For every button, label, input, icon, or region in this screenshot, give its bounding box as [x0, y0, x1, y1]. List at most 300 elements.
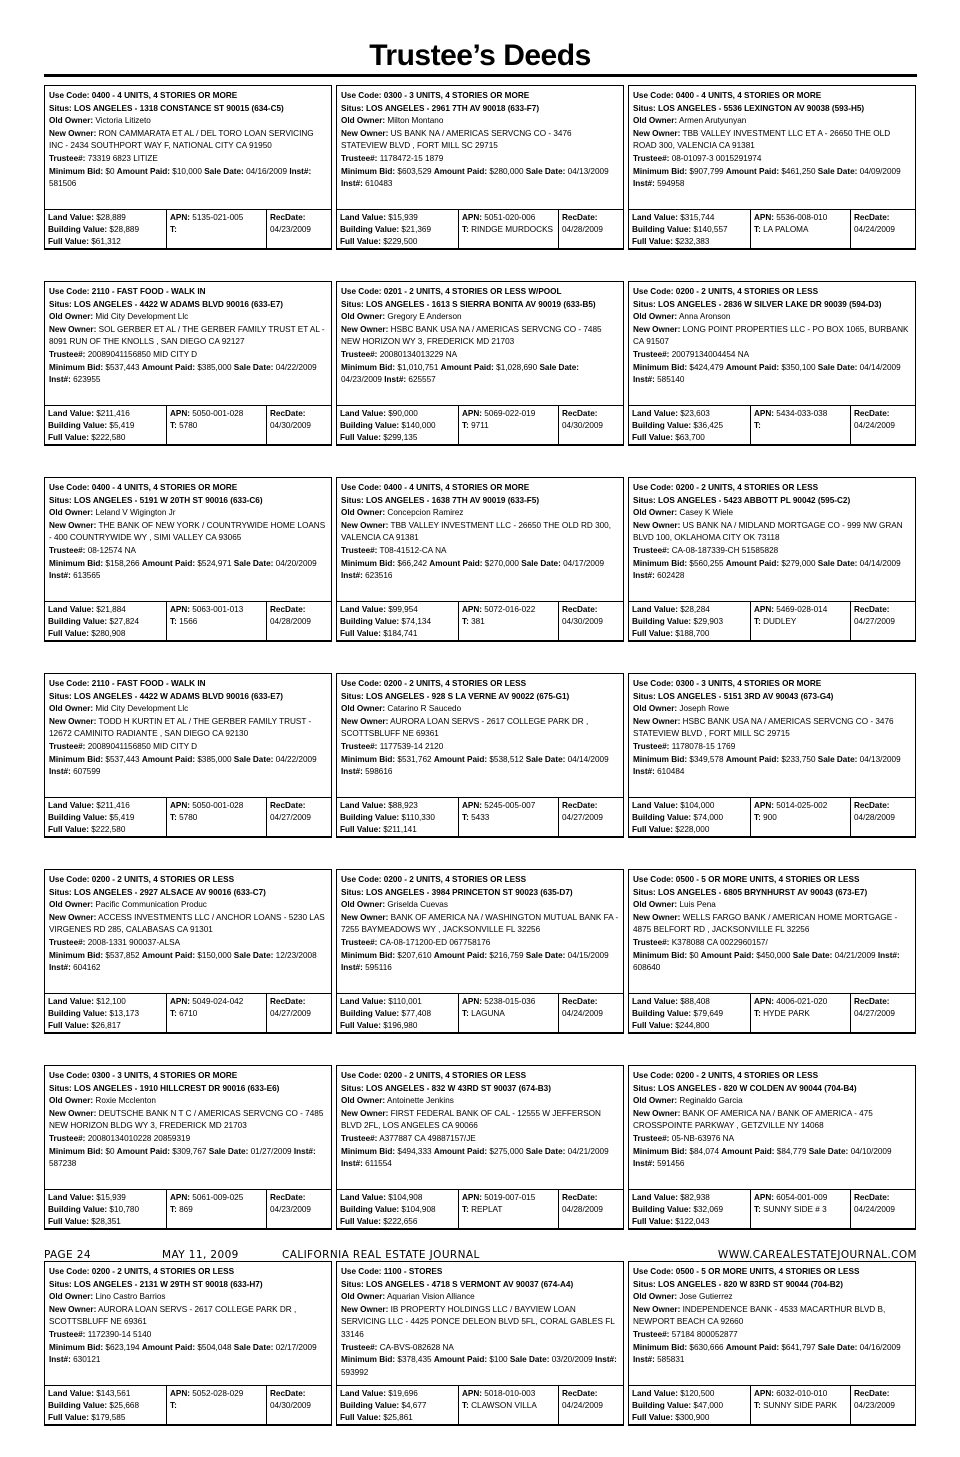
minimum-bid: $207,610 — [397, 950, 432, 960]
trustee-line — [341, 153, 619, 166]
land-value-line — [340, 212, 455, 224]
land-value-line — [632, 996, 747, 1008]
new-owner-line — [49, 1304, 327, 1329]
old-owner-label: Old Owner: — [49, 900, 94, 910]
use-code-line — [341, 482, 619, 495]
inst-number-label: Inst#: — [341, 1159, 363, 1169]
inst-number-label: Inst#: — [49, 767, 71, 777]
apn-number: 5019-007-015 — [484, 1193, 536, 1202]
full-value: $222,656 — [383, 1217, 418, 1227]
use-code-line — [341, 1266, 619, 1279]
inst-number-label: Inst#: — [289, 166, 312, 176]
use-code-line — [633, 1070, 911, 1083]
use-code: 0200 - 2 UNITS, 4 STORIES OR LESS — [91, 875, 235, 884]
tract-line — [754, 812, 847, 824]
tract-name-label: T: — [462, 421, 469, 431]
full-value: $188,700 — [675, 629, 710, 639]
new-owner: US BANK NA / AMERICAS SERVCNG CO - 3476 STATEVIEW BLVD , FORT MILL SC 29715 — [341, 128, 572, 151]
tract-line — [462, 616, 555, 628]
situs-address-label: Situs: — [341, 887, 364, 897]
building-value: $28,889 — [109, 225, 140, 235]
minimum-bid: $0 — [105, 166, 115, 176]
amount-paid: $350,100 — [781, 362, 816, 372]
new-owner-label: New Owner: — [49, 324, 97, 334]
land-value-line — [48, 1388, 163, 1400]
tract-line — [754, 1008, 847, 1020]
new-owner-label: New Owner: — [49, 716, 97, 726]
apn-line — [754, 1388, 847, 1400]
new-owner-label: New Owner: — [49, 1304, 97, 1314]
situs-line — [633, 691, 911, 704]
sale-date: 12/23/2008 — [275, 950, 317, 960]
apn-cell — [167, 210, 267, 248]
land-value: $23,603 — [680, 409, 710, 418]
sale-date: 03/20/2009 — [551, 1355, 593, 1365]
full-value: $222,580 — [91, 433, 126, 443]
full-value-label: Full Value: — [340, 825, 381, 835]
recdate-label: RecDate: — [562, 605, 598, 614]
new-owner: TBB VALLEY INVESTMENT LLC - 26650 THE OLD RD 300, VALENCIA CA 91381 — [341, 520, 612, 543]
land-value: $104,000 — [680, 801, 715, 810]
old-owner-line — [633, 311, 911, 324]
old-owner-label: Old Owner: — [633, 1292, 678, 1302]
minimum-bid-label: Minimum Bid: — [49, 950, 104, 960]
apn-cell — [751, 210, 851, 248]
new-owner-line — [633, 912, 911, 937]
bid-line — [633, 558, 911, 583]
apn-number: 5469-028-014 — [776, 605, 828, 614]
old-owner: Aquarian Vision Alliance — [386, 1292, 475, 1302]
bid-line — [49, 754, 327, 779]
recdate-value: 04/24/2009 — [854, 225, 895, 235]
recdate-cell — [851, 1190, 915, 1228]
minimum-bid: $0 — [105, 1146, 115, 1156]
use-code-line — [49, 1070, 327, 1083]
minimum-bid-label: Minimum Bid: — [341, 754, 396, 764]
old-owner: Armen Arutyunyan — [678, 116, 747, 126]
use-code: 0200 - 2 UNITS, 4 STORIES OR LESS — [383, 875, 527, 884]
tract-name: 6710 — [179, 1009, 198, 1019]
recdate-value: 04/27/2009 — [854, 617, 895, 627]
value-table — [336, 1189, 624, 1230]
land-value-label: Land Value: — [632, 213, 678, 222]
apn-number-label: APN: — [462, 605, 483, 614]
use-code-line — [341, 678, 619, 691]
deed-info — [628, 1065, 916, 1186]
land-value-label: Land Value: — [48, 409, 94, 418]
new-owner-line — [341, 716, 619, 741]
new-owner: THE BANK OF NEW YORK / COUNTRYWIDE HOME LOANS - 400 COUNTRYWIDE WY , SIMI VALLEY CA 93065 — [49, 520, 326, 543]
situs-address-label: Situs: — [49, 691, 72, 701]
land-value: $143,561 — [96, 1389, 131, 1398]
inst-number-label: Inst#: — [633, 571, 655, 581]
use-code-line — [49, 286, 327, 299]
trustee-number: K378088 CA 0022960157/ — [671, 937, 768, 947]
building-value: $47,000 — [693, 1401, 724, 1411]
sale-date: 04/17/2009 — [563, 558, 605, 568]
recdate-cell — [559, 406, 623, 444]
new-owner-line — [341, 912, 619, 937]
use-code: 0300 - 3 UNITS, 4 STORIES OR MORE — [675, 679, 822, 688]
new-owner-line — [633, 324, 911, 349]
apn-cell — [459, 406, 559, 444]
minimum-bid: $158,266 — [105, 558, 140, 568]
apn-number-label: APN: — [754, 605, 775, 614]
trustee-line — [49, 349, 327, 362]
amount-paid-label: Amount Paid: — [721, 1146, 775, 1156]
tract-name: 900 — [763, 813, 777, 823]
land-value-label: Land Value: — [48, 213, 94, 222]
full-value-line — [340, 1216, 455, 1228]
new-owner-label: New Owner: — [341, 1108, 389, 1118]
old-owner-label: Old Owner: — [633, 900, 678, 910]
trustee-number: 20080134013229 NA — [379, 349, 458, 359]
tract-name-label: T: — [754, 617, 761, 627]
deed-info — [336, 673, 624, 794]
sale-date: 04/16/2009 — [859, 1342, 901, 1352]
sale-date: 04/14/2009 — [859, 362, 901, 372]
situs-address-label: Situs: — [49, 495, 72, 505]
old-owner-label: Old Owner: — [633, 704, 678, 714]
recdate-cell — [559, 798, 623, 836]
apn-number-label: APN: — [170, 997, 191, 1006]
minimum-bid-label: Minimum Bid: — [633, 950, 688, 960]
deed-record — [44, 1065, 332, 1261]
minimum-bid: $424,479 — [689, 362, 724, 372]
full-value-line — [632, 1216, 747, 1228]
inst-number-label: Inst#: — [293, 1146, 316, 1156]
trustee-number: 08-01097-3 0015291974 — [671, 153, 762, 163]
situs-line — [341, 691, 619, 704]
recdate-cell — [267, 406, 331, 444]
recdate-cell — [267, 798, 331, 836]
amount-paid: $538,512 — [489, 754, 524, 764]
apn-line — [462, 408, 555, 420]
tract-name-label: T: — [754, 1401, 761, 1411]
building-value-line — [48, 812, 163, 824]
deed-record — [628, 477, 916, 673]
trustee-number: CA-08-187339-CH 51585828 — [671, 545, 779, 555]
old-owner-label: Old Owner: — [49, 1292, 94, 1302]
amount-paid: $10,000 — [172, 166, 202, 176]
situs-address: LOS ANGELES - 928 S LA VERNE AV 90022 (675-G1) — [366, 691, 570, 701]
situs-line — [341, 495, 619, 508]
amount-paid-label: Amount Paid: — [700, 950, 755, 960]
use-code-label: Use Code: — [341, 287, 382, 296]
building-value: $79,649 — [693, 1009, 724, 1019]
apn-number: 5238-015-036 — [484, 997, 536, 1006]
situs-address-label: Situs: — [49, 1279, 72, 1289]
new-owner-line — [49, 716, 327, 741]
sale-date: 04/14/2009 — [567, 754, 609, 764]
amount-paid: $280,000 — [489, 166, 524, 176]
building-value-line — [632, 224, 747, 236]
land-value: $19,696 — [388, 1389, 418, 1398]
tract-name: 5780 — [179, 813, 198, 823]
old-owner: Roxie Mcclenton — [95, 1096, 156, 1106]
apn-line — [170, 604, 263, 616]
apn-number-label: APN: — [462, 1389, 483, 1398]
situs-address-label: Situs: — [633, 691, 656, 701]
value-table — [628, 601, 916, 642]
trustee-number: 73319 6823 LITIZE — [87, 153, 158, 163]
situs-line — [633, 495, 911, 508]
sale-date: 01/27/2009 — [250, 1146, 292, 1156]
minimum-bid: $84,074 — [689, 1146, 720, 1156]
apn-number: 5434-033-038 — [776, 409, 828, 418]
apn-number: 5018-010-003 — [484, 1389, 536, 1398]
value-cell — [629, 602, 751, 640]
tract-name: HYDE PARK — [763, 1009, 810, 1019]
footer-date: MAY 11, 2009 — [162, 1249, 239, 1261]
deed-info — [336, 1065, 624, 1186]
trustee-number-label: Trustee#: — [49, 545, 86, 555]
apn-cell — [459, 798, 559, 836]
tract-name-label: T: — [754, 813, 761, 823]
sale-date-label: Sale Date: — [233, 754, 274, 764]
bid-line — [633, 1146, 911, 1171]
recdate-label: RecDate: — [562, 1389, 598, 1398]
new-owner: LONG POINT PROPERTIES LLC - PO BOX 1065, BURBANK CA 91507 — [633, 324, 909, 347]
amount-paid: $309,767 — [172, 1146, 207, 1156]
minimum-bid: $531,762 — [397, 754, 432, 764]
minimum-bid-label: Minimum Bid: — [633, 558, 688, 568]
situs-address-label: Situs: — [633, 1279, 656, 1289]
new-owner: HSBC BANK USA NA / AMERICAS SERVCNG CO - 3476 STATEVIEW BLVD , FORT MILL SC 29715 — [633, 716, 894, 739]
land-value-label: Land Value: — [48, 1389, 94, 1398]
amount-paid-label: Amount Paid: — [725, 1342, 780, 1352]
apn-cell — [751, 1190, 851, 1228]
value-cell — [629, 798, 751, 836]
new-owner: TODD H KURTIN ET AL / THE GERBER FAMILY TRUST - 12672 CAMINITO RADIANTE , SAN DIEGO CA 92130 — [49, 716, 312, 739]
use-code-line — [49, 678, 327, 691]
full-value-label: Full Value: — [48, 629, 89, 639]
apn-cell — [751, 994, 851, 1032]
sale-date: 04/10/2009 — [850, 1146, 892, 1156]
amount-paid: $279,000 — [781, 558, 816, 568]
land-value-label: Land Value: — [340, 801, 386, 810]
use-code-label: Use Code: — [49, 875, 90, 884]
full-value: $244,800 — [675, 1021, 710, 1031]
use-code: 0200 - 2 UNITS, 4 STORIES OR LESS — [383, 1071, 527, 1080]
building-value-line — [632, 812, 747, 824]
old-owner: Joseph Rowe — [679, 704, 730, 714]
apn-number: 5052-028-029 — [192, 1389, 244, 1398]
building-value-line — [48, 420, 163, 432]
apn-number: 5245-005-007 — [484, 801, 536, 810]
trustee-line — [341, 1133, 619, 1146]
trustee-number: 08-12574 NA — [87, 545, 136, 555]
sale-date: 04/14/2009 — [859, 558, 901, 568]
tract-name: LA PALOMA — [763, 225, 809, 235]
trustee-number-label: Trustee#: — [49, 1133, 86, 1143]
sale-date-label: Sale Date: — [233, 558, 274, 568]
apn-cell — [751, 406, 851, 444]
old-owner-line — [341, 1291, 619, 1304]
old-owner-line — [49, 1095, 327, 1108]
minimum-bid: $603,529 — [397, 166, 432, 176]
apn-number-label: APN: — [462, 409, 483, 418]
apn-number: 5014-025-002 — [776, 801, 828, 810]
building-value-line — [340, 616, 455, 628]
inst-number: 611554 — [365, 1159, 392, 1169]
apn-line — [170, 1388, 263, 1400]
apn-cell — [751, 1386, 851, 1424]
building-value-label: Building Value: — [48, 421, 108, 431]
apn-number-label: APN: — [170, 409, 191, 418]
building-value-label: Building Value: — [340, 1401, 400, 1411]
sale-date-label: Sale Date: — [233, 950, 274, 960]
land-value-label: Land Value: — [48, 605, 94, 614]
recdate-value: 04/24/2009 — [854, 421, 895, 431]
recdate-label: RecDate: — [270, 213, 306, 222]
building-value-label: Building Value: — [48, 1401, 108, 1411]
trustee-number-label: Trustee#: — [633, 937, 670, 947]
land-value-label: Land Value: — [632, 801, 678, 810]
full-value-line — [48, 432, 163, 444]
recdate-cell — [267, 210, 331, 248]
new-owner-line — [49, 520, 327, 545]
use-code-line — [341, 286, 619, 299]
value-table — [628, 405, 916, 446]
value-cell — [629, 1386, 751, 1424]
use-code-label: Use Code: — [49, 1267, 90, 1276]
amount-paid: $84,779 — [776, 1146, 807, 1156]
value-table — [336, 209, 624, 250]
use-code: 0200 - 2 UNITS, 4 STORIES OR LESS — [675, 1071, 819, 1080]
inst-number-label: Inst#: — [49, 1355, 71, 1365]
full-value-line — [48, 1412, 163, 1424]
value-cell — [45, 1190, 167, 1228]
recdate-cell — [851, 994, 915, 1032]
land-value-label: Land Value: — [632, 997, 678, 1006]
apn-cell — [459, 602, 559, 640]
building-value-label: Building Value: — [632, 421, 692, 431]
land-value: $90,000 — [388, 409, 418, 418]
minimum-bid-label: Minimum Bid: — [49, 166, 104, 176]
building-value: $110,330 — [401, 813, 435, 823]
recdate-label: RecDate: — [854, 1193, 890, 1202]
full-value: $25,861 — [383, 1413, 413, 1423]
land-value: $99,954 — [388, 605, 418, 614]
trustee-number-label: Trustee#: — [341, 153, 378, 163]
sale-date-label: Sale Date: — [521, 558, 561, 568]
building-value: $29,903 — [693, 617, 724, 627]
value-cell — [337, 210, 459, 248]
new-owner-label: New Owner: — [633, 1108, 681, 1118]
new-owner-line — [341, 520, 619, 545]
minimum-bid-label: Minimum Bid: — [341, 362, 396, 372]
use-code: 0300 - 3 UNITS, 4 STORIES OR MORE — [383, 91, 530, 100]
sale-date: 04/22/2009 — [275, 362, 317, 372]
inst-number-label: Inst#: — [633, 179, 655, 189]
trustee-number-label: Trustee#: — [633, 741, 670, 751]
minimum-bid-label: Minimum Bid: — [341, 1146, 396, 1156]
apn-number-label: APN: — [754, 1193, 775, 1202]
land-value-label: Land Value: — [632, 1389, 678, 1398]
tract-line — [462, 1008, 555, 1020]
use-code: 0500 - 5 OR MORE UNITS, 4 STORIES OR LESS — [675, 1267, 860, 1276]
recdate-value: 04/23/2009 — [854, 1401, 895, 1411]
situs-line — [633, 299, 911, 312]
situs-address: LOS ANGELES - 4718 S VERMONT AV 90037 (674-A4) — [366, 1279, 574, 1289]
footer-page-number: PAGE 24 — [44, 1249, 91, 1261]
trustee-line — [341, 741, 619, 754]
use-code: 2110 - FAST FOOD - WALK IN — [91, 679, 206, 688]
full-value-line — [632, 628, 747, 640]
old-owner: Luis Pena — [679, 900, 716, 910]
deed-info — [44, 477, 332, 598]
full-value-label: Full Value: — [632, 1413, 673, 1423]
deed-info — [336, 869, 624, 990]
deed-info — [628, 869, 916, 990]
old-owner-line — [633, 899, 911, 912]
tract-line — [754, 1400, 847, 1412]
use-code-label: Use Code: — [341, 1267, 382, 1276]
land-value-label: Land Value: — [48, 801, 94, 810]
apn-number: 5051-020-006 — [484, 213, 536, 222]
amount-paid: $385,000 — [197, 362, 232, 372]
sale-date: 04/20/2009 — [275, 558, 317, 568]
situs-line — [341, 299, 619, 312]
situs-address: LOS ANGELES - 820 W COLDEN AV 90044 (704-B4) — [658, 1083, 857, 1093]
situs-address: LOS ANGELES - 5191 W 20TH ST 90016 (633-C6) — [74, 495, 263, 505]
value-cell — [629, 210, 751, 248]
full-value-label: Full Value: — [632, 629, 673, 639]
tract-line — [754, 616, 847, 628]
old-owner: Jose Gutierrez — [679, 1292, 733, 1302]
full-value-line — [48, 236, 163, 248]
amount-paid: $270,000 — [484, 558, 519, 568]
full-value-line — [340, 236, 455, 248]
sale-date-label: Sale Date: — [233, 362, 274, 372]
recdate-label: RecDate: — [562, 997, 598, 1006]
amount-paid-label: Amount Paid: — [433, 754, 488, 764]
value-cell — [337, 994, 459, 1032]
recdate-cell — [267, 994, 331, 1032]
situs-line — [633, 103, 911, 116]
tract-name-label: T: — [170, 1009, 177, 1019]
trustee-number: 20079134004454 NA — [671, 349, 750, 359]
minimum-bid: $623,194 — [105, 1342, 140, 1352]
building-value-line — [48, 1400, 163, 1412]
apn-line — [754, 212, 847, 224]
amount-paid-label: Amount Paid: — [433, 1146, 488, 1156]
deed-info — [44, 281, 332, 402]
deed-record — [336, 1261, 624, 1457]
situs-address: LOS ANGELES - 1910 HILLCREST DR 90016 (633-E6) — [74, 1083, 280, 1093]
new-owner-label: New Owner: — [633, 716, 681, 726]
apn-line — [754, 408, 847, 420]
use-code-line — [633, 286, 911, 299]
trustee-number-label: Trustee#: — [341, 741, 378, 751]
minimum-bid-label: Minimum Bid: — [49, 1146, 104, 1156]
inst-number: 602428 — [657, 571, 685, 581]
inst-number: 607599 — [73, 767, 101, 777]
new-owner-line — [633, 1108, 911, 1133]
trustee-line — [49, 1329, 327, 1342]
land-value-line — [48, 800, 163, 812]
recdate-value: 04/28/2009 — [270, 617, 311, 627]
minimum-bid: $537,852 — [105, 950, 140, 960]
land-value-label: Land Value: — [340, 1193, 386, 1202]
deed-record — [336, 1065, 624, 1261]
apn-number: 6054-001-009 — [776, 1193, 828, 1202]
old-owner-line — [633, 507, 911, 520]
apn-number-label: APN: — [754, 1389, 775, 1398]
trustee-number-label: Trustee#: — [49, 153, 86, 163]
trustee-number-label: Trustee#: — [341, 349, 378, 359]
